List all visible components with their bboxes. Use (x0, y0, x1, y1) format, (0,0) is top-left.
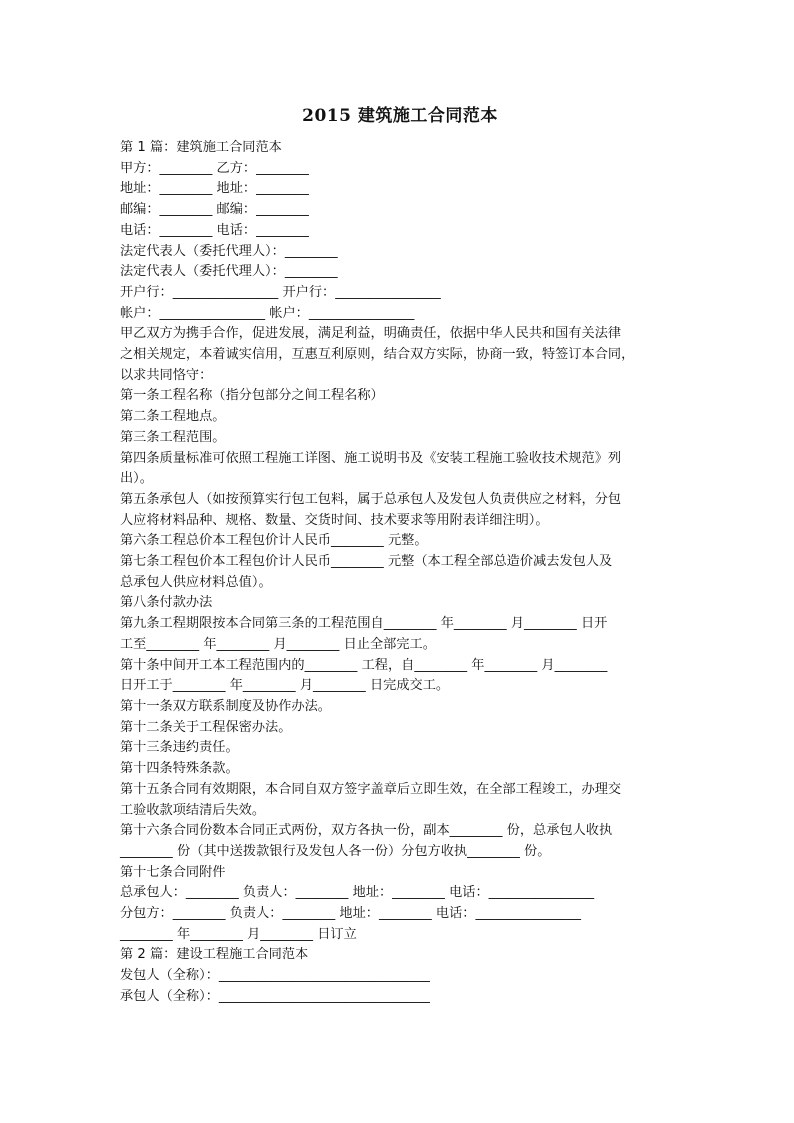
document-line: 第十三条违约责任。 (120, 740, 239, 756)
document-line: 第六条工程总价本工程包价计人民币________ 元整。 (120, 533, 428, 549)
document-line: 第五条承包人（如按预算实行包工包料，属于总承包人及发包人负责供应之材料，分包 (120, 491, 622, 507)
document-line: ________ 年________ 月________ 日订立 (120, 926, 357, 942)
document-line: 第十一条双方联系制度及协作办法。 (120, 698, 331, 714)
document-title: 2015 建筑施工合同范本 (302, 106, 498, 126)
document-line: 法定代表人（委托代理人）：________ (120, 243, 338, 259)
document-line: 第一条工程名称（指分包部分之间工程名称） (120, 388, 384, 404)
document-line: 法定代表人（委托代理人）：________ (120, 264, 338, 280)
document-line: 总承包人供应材料总值）。 (120, 574, 272, 590)
document-line: 第 2 篇：建设工程施工合同范本 (120, 947, 309, 963)
document-line: 第十五条合同有效期限，本合同自双方签字盖章后立即生效，在全部工程竣工，办理交 (120, 781, 622, 797)
document-line: ________ 份（其中送拨款银行及发包人各一份）分包方收执________ 份。 (120, 843, 551, 859)
document-line: 承包人（全称）：________________________________ (120, 988, 430, 1004)
document-line: 第二条工程地点。 (120, 409, 226, 425)
document-line: 总承包人：________ 负责人：________ 地址：________ 电话：________________ (120, 885, 595, 901)
document-line: 分包方：________ 负责人：________ 地址：________ 电话：________________ (120, 906, 581, 922)
document-line: 第十六条合同份数本合同正式两份，双方各执一份，副本________ 份，总承包人收执 (120, 823, 613, 839)
document-line: 甲方：________ 乙方：________ (120, 160, 309, 176)
document-line: 第四条质量标准可依照工程施工详图、施工说明书及《安装工程施工验收技术规范》列 (120, 450, 622, 466)
document-line: 工验收款项结清后失效。 (120, 802, 266, 818)
document-line: 第十二条关于工程保密办法。 (120, 719, 292, 735)
document-line: 第九条工程期限按本合同第三条的工程范围自________ 年________ 月________ 日开 (120, 616, 608, 632)
document-line: 地址：________ 地址：________ (120, 181, 309, 197)
document-page (120, 104, 680, 1008)
document-line: 第十条中间开工本工程范围内的________ 工程，自________ 年________ 月________ (120, 657, 608, 673)
document-line: 电话：________ 电话：________ (120, 222, 309, 238)
document-line: 开户行：________________ 开户行：________________ (120, 284, 441, 300)
document-line: 工至________ 年________ 月________ 日止全部完工。 (120, 636, 436, 652)
document-line: 甲乙双方为携手合作，促进发展，满足利益，明确责任，依据中华人民共和国有关法律 (120, 326, 622, 342)
document-line: 第八条付款办法 (120, 595, 213, 611)
document-line: 第三条工程范围。 (120, 429, 226, 445)
document-line: 人应将材料品种、规格、数量、交货时间、技术要求等用附表详细注明）。 (120, 512, 549, 528)
document-body (120, 138, 680, 1008)
document-line: 第七条工程包价本工程包价计人民币________ 元整（本工程全部总造价减去发包人及 (120, 554, 613, 570)
document-line: 第十四条特殊条款。 (120, 761, 239, 777)
document-line: 发包人（全称）：________________________________ (120, 968, 430, 984)
document-line: 之相关规定，本着诚实信用，互惠互利原则，结合双方实际，协商一致，特签订本合同， (120, 347, 635, 363)
document-line: 出）。 (120, 471, 153, 487)
document-line: 邮编：________ 邮编：________ (120, 202, 309, 218)
document-line: 第 1 篇：建筑施工合同范本 (120, 140, 282, 155)
document-line: 日开工于________ 年________ 月________ 日完成交工。 (120, 678, 450, 694)
document-line: 帐户：________________ 帐户：________________ (120, 305, 415, 321)
document-line: 以求共同恪守： (120, 367, 213, 383)
document-line: 第十七条合同附件 (120, 864, 226, 880)
